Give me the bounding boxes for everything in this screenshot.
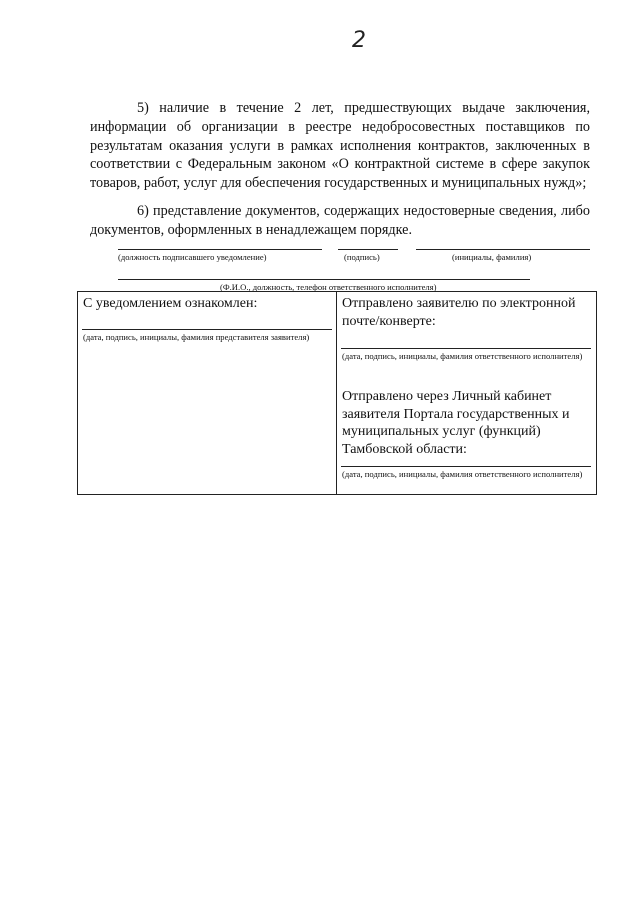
email-sent-line	[341, 348, 591, 349]
acknowledged-caption: (дата, подпись, инициалы, фамилия представителя заявителя)	[83, 332, 310, 342]
name-signature-line	[416, 249, 590, 250]
signature-line	[338, 249, 398, 250]
acknowledged-title: С уведомлением ознакомлен:	[83, 296, 258, 311]
position-signature-line	[118, 249, 322, 250]
executor-caption: (Ф.И.О., должность, телефон ответственного исполнителя)	[220, 282, 437, 292]
name-caption: (инициалы, фамилия)	[452, 252, 532, 262]
notice-box	[77, 291, 597, 495]
portal-sent-caption: (дата, подпись, инициалы, фамилия ответственного исполнителя)	[342, 469, 583, 479]
executor-line	[118, 279, 530, 280]
box-divider	[336, 292, 337, 494]
email-sent-caption: (дата, подпись, инициалы, фамилия ответственного исполнителя)	[342, 351, 583, 361]
page-number: 2	[352, 28, 366, 53]
signature-caption: (подпись)	[344, 252, 380, 262]
email-sent-title: Отправлено заявителю по электронной почте/конверте:	[342, 296, 576, 329]
position-caption: (должность подписавшего уведомление)	[118, 252, 267, 262]
portal-sent-title: Отправлено через Личный кабинет заявителя Портала государственных и муниципальных услуг (функций) Тамбовской области:	[342, 389, 570, 457]
paragraph-item-5: 5) наличие в течение 2 лет, предшествующих выдаче заключения, информации об организации в реестре недобросовестных поставщиков по результатам оказания услуги в рамках исполнения контрактов, заключенных в соответствии с Федеральным законом «О контрактной системе в сфере закупок товаров, работ, услуг для обеспечения государственных и муниципальных нужд»;	[90, 100, 590, 192]
acknowledged-line	[82, 329, 332, 330]
portal-sent-line	[341, 466, 591, 467]
paragraph-item-6: 6) представление документов, содержащих недостоверные сведения, либо документов, оформленных в ненадлежащем порядке.	[90, 203, 590, 238]
